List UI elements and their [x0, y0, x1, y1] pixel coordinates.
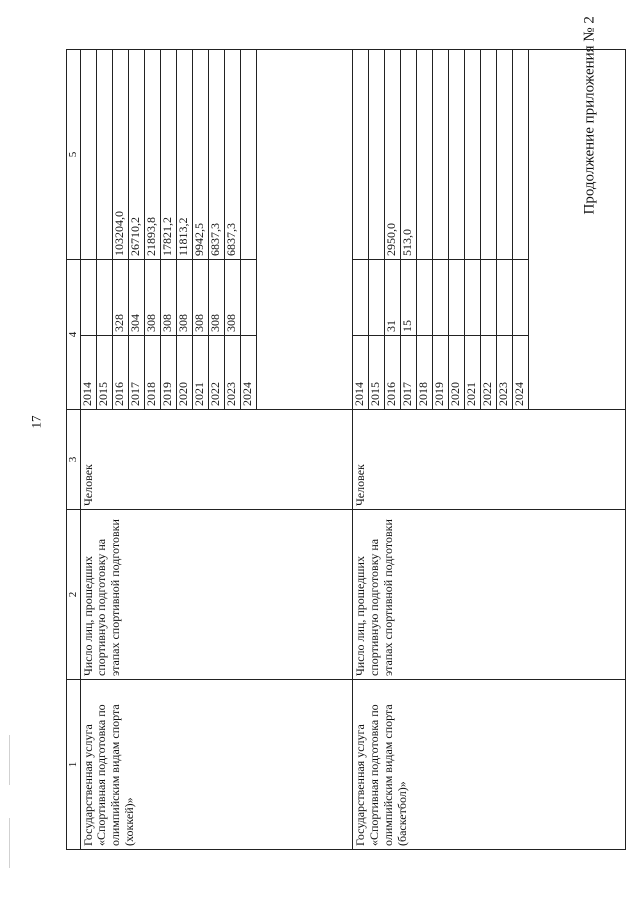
service-name-hockey: Государственная услуга «Спортивная подготовка по олимпийским видам спорта (хоккей)»: [80, 680, 353, 850]
quantity-cell: [513, 260, 529, 336]
amount-cell: [433, 50, 449, 260]
amount-cell: 17821,2: [160, 50, 176, 260]
indicator-basketball: Число лиц, прошедших спортивную подготовку на этапах спортивной подготовки: [353, 510, 626, 680]
amount-cell: 103204,0: [112, 50, 128, 260]
column-header-row: [67, 50, 81, 850]
quantity-cell: [497, 260, 513, 336]
quantity-cell: 308: [208, 260, 224, 336]
quantity-cell: [449, 260, 465, 336]
year-cell: 2019: [160, 336, 176, 410]
year-cell: 2024: [513, 336, 529, 410]
year-cell: 2020: [449, 336, 465, 410]
year-cell: 2016: [112, 336, 128, 410]
quantity-cell: [80, 260, 96, 336]
amount-cell: 21893,8: [144, 50, 160, 260]
amount-cell: [80, 50, 96, 260]
year-cell: 2018: [144, 336, 160, 410]
table-row-hockey: [80, 50, 96, 850]
unit-basketball: Человек: [353, 410, 626, 510]
amount-cell: [513, 50, 529, 260]
year-cell: 2014: [80, 336, 96, 410]
continuation-title: Продолжение приложения № 2: [581, 16, 598, 215]
quantity-cell: [481, 260, 497, 336]
rotated-report-table: [66, 50, 626, 850]
year-cell: 2016: [385, 336, 401, 410]
quantity-cell: 31: [385, 260, 401, 336]
year-cell: 2021: [465, 336, 481, 410]
amount-cell: [481, 50, 497, 260]
quantity-cell: 308: [144, 260, 160, 336]
year-cell: 2015: [96, 336, 112, 410]
year-cell: 2015: [369, 336, 385, 410]
indicator-hockey: Число лиц, прошедших спортивную подготовку на этапах спортивной подготовки: [80, 510, 353, 680]
amount-cell: 6837,3: [224, 50, 240, 260]
column-header-4: 4: [67, 260, 81, 410]
blank-cell: [529, 50, 626, 410]
blank-cell: [256, 50, 353, 410]
quantity-cell: [353, 260, 369, 336]
amount-cell: 9942,5: [192, 50, 208, 260]
amount-cell: 513,0: [401, 50, 417, 260]
amount-cell: 6837,3: [208, 50, 224, 260]
year-cell: 2019: [433, 336, 449, 410]
quantity-cell: [369, 260, 385, 336]
year-cell: 2018: [417, 336, 433, 410]
column-header-1: 1: [67, 680, 81, 850]
amount-cell: 2950,0: [385, 50, 401, 260]
year-cell: 2024: [240, 336, 256, 410]
year-cell: 2022: [481, 336, 497, 410]
year-cell: 2020: [176, 336, 192, 410]
report-table: [66, 49, 626, 850]
year-cell: 2023: [497, 336, 513, 410]
amount-cell: [465, 50, 481, 260]
year-cell: 2017: [401, 336, 417, 410]
quantity-cell: 308: [160, 260, 176, 336]
amount-cell: [417, 50, 433, 260]
column-header-5: 5: [67, 50, 81, 260]
unit-hockey: Человек: [80, 410, 353, 510]
quantity-cell: [465, 260, 481, 336]
amount-cell: [240, 50, 256, 260]
amount-cell: [353, 50, 369, 260]
quantity-cell: [240, 260, 256, 336]
quantity-cell: [96, 260, 112, 336]
quantity-cell: 304: [128, 260, 144, 336]
quantity-cell: 308: [192, 260, 208, 336]
amount-cell: [96, 50, 112, 260]
quantity-cell: [417, 260, 433, 336]
amount-cell: [497, 50, 513, 260]
amount-cell: 11813,2: [176, 50, 192, 260]
quantity-cell: 15: [401, 260, 417, 336]
amount-cell: [449, 50, 465, 260]
column-header-3: 3: [67, 410, 81, 510]
year-cell: 2017: [128, 336, 144, 410]
year-cell: 2014: [353, 336, 369, 410]
quantity-cell: 308: [224, 260, 240, 336]
column-header-2: 2: [67, 510, 81, 680]
quantity-cell: [433, 260, 449, 336]
year-cell: 2021: [192, 336, 208, 410]
quantity-cell: 308: [176, 260, 192, 336]
quantity-cell: 328: [112, 260, 128, 336]
page-number: 17: [28, 415, 44, 429]
year-cell: 2023: [224, 336, 240, 410]
service-name-basketball: Государственная услуга «Спортивная подготовка по олимпийским видам спорта (баскетбол)»: [353, 680, 626, 850]
amount-cell: [369, 50, 385, 260]
table-row-basketball: [353, 50, 369, 850]
amount-cell: 26710,2: [128, 50, 144, 260]
year-cell: 2022: [208, 336, 224, 410]
